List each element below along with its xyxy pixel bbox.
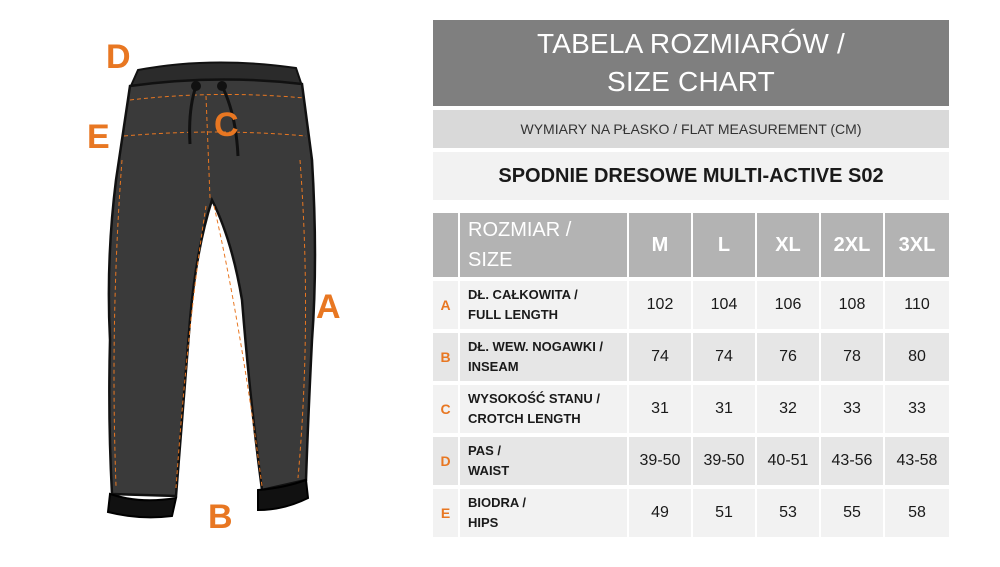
table-cell: 74: [629, 333, 693, 385]
table-cell: 55: [821, 489, 885, 541]
row-name-line-1: DŁ. CAŁKOWITA /: [468, 287, 578, 302]
size-col-header: XL: [757, 213, 821, 281]
table-cell: 110: [885, 281, 949, 333]
table-cell: 53: [757, 489, 821, 541]
row-name-line-2: INSEAM: [468, 359, 519, 374]
row-name-line-1: WYSOKOŚĆ STANU /: [468, 391, 600, 406]
row-letter: B: [433, 333, 460, 385]
table-cell: 80: [885, 333, 949, 385]
label-a: A: [316, 288, 341, 326]
table-cell: 31: [693, 385, 757, 437]
table-row: [433, 385, 949, 437]
table-cell: 104: [693, 281, 757, 333]
row-name-line-2: CROTCH LENGTH: [468, 411, 581, 426]
label-e: E: [87, 118, 110, 156]
size-col-header: L: [693, 213, 757, 281]
row-name-line-1: PAS /: [468, 443, 501, 458]
table-row: [433, 281, 949, 333]
sweatpants-icon: [0, 0, 420, 562]
size-col-header: 3XL: [885, 213, 949, 281]
table-cell: 106: [757, 281, 821, 333]
table-cell: 51: [693, 489, 757, 541]
row-name: [460, 333, 629, 385]
table-header-row: [433, 213, 949, 281]
size-chart-title: [433, 20, 949, 106]
size-header-line-1: ROZMIAR /: [468, 219, 572, 241]
row-letter: A: [433, 281, 460, 333]
size-col-header: M: [629, 213, 693, 281]
table-row: [433, 489, 949, 541]
row-letter: E: [433, 489, 460, 541]
size-col-header: 2XL: [821, 213, 885, 281]
label-d: D: [106, 38, 131, 76]
size-header-cell: [460, 213, 629, 281]
table-cell: 31: [629, 385, 693, 437]
row-name-line-2: WAIST: [468, 463, 510, 478]
table-cell: 74: [693, 333, 757, 385]
table-cell: 43-58: [885, 437, 949, 489]
table-cell: 39-50: [629, 437, 693, 489]
row-name-line-2: FULL LENGTH: [468, 307, 559, 322]
row-name-line-1: DŁ. WEW. NOGAWKI /: [468, 339, 604, 354]
size-header-line-2: SIZE: [468, 249, 513, 271]
table-row: [433, 437, 949, 489]
table-cell: 108: [821, 281, 885, 333]
row-name: [460, 281, 629, 333]
table-cell: 40-51: [757, 437, 821, 489]
table-cell: 58: [885, 489, 949, 541]
row-name-line-2: HIPS: [468, 515, 499, 530]
table-cell: 32: [757, 385, 821, 437]
label-c: C: [214, 106, 239, 144]
table-cell: 33: [821, 385, 885, 437]
table-cell: 39-50: [693, 437, 757, 489]
table-cell: 33: [885, 385, 949, 437]
row-name: [460, 489, 629, 541]
size-table: [433, 213, 949, 541]
table-row: [433, 333, 949, 385]
table-cell: 49: [629, 489, 693, 541]
row-name: [460, 385, 629, 437]
measurement-note: WYMIARY NA PŁASKO / FLAT MEASUREMENT (CM): [433, 110, 949, 148]
row-name: [460, 437, 629, 489]
pants-illustration: [0, 0, 420, 562]
title-line-2: SIZE CHART: [607, 66, 775, 97]
table-cell: 102: [629, 281, 693, 333]
row-name-line-1: BIODRA /: [468, 495, 527, 510]
title-line-1: TABELA ROZMIARÓW /: [536, 28, 845, 59]
row-letter: C: [433, 385, 460, 437]
table-cell: 76: [757, 333, 821, 385]
header-letter-cell: [433, 213, 460, 281]
table-cell: 78: [821, 333, 885, 385]
table-cell: 43-56: [821, 437, 885, 489]
row-letter: D: [433, 437, 460, 489]
label-b: B: [208, 498, 233, 536]
product-name: SPODNIE DRESOWE MULTI-ACTIVE S02: [433, 152, 949, 200]
